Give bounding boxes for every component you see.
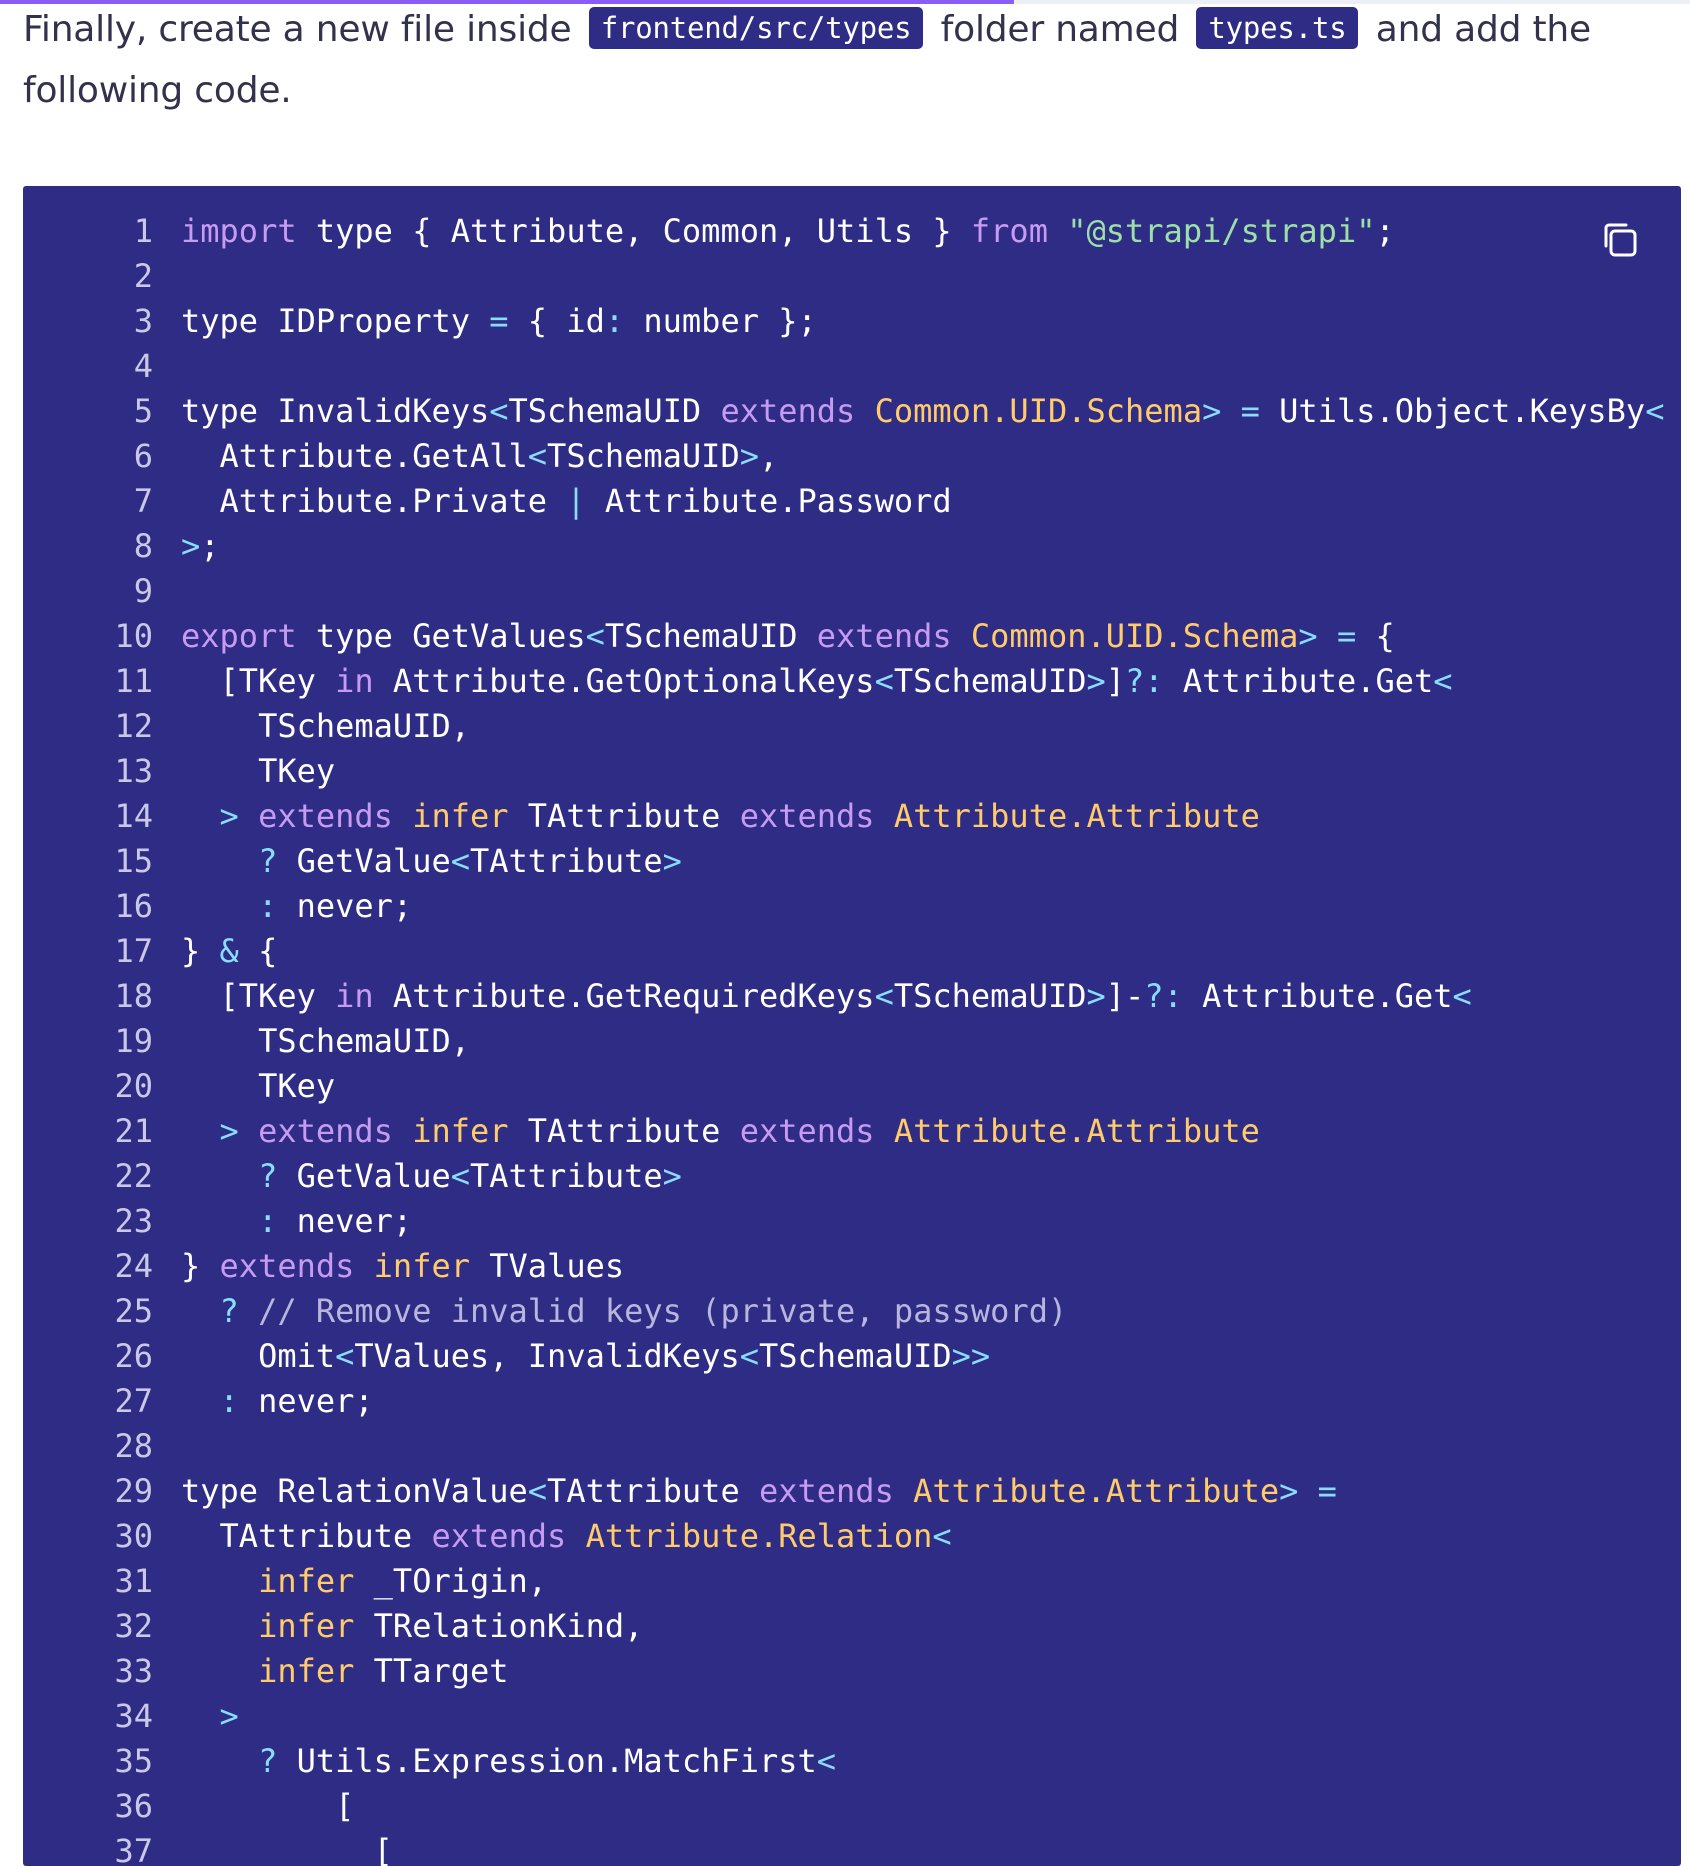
line-number: 15	[114, 842, 153, 880]
code-line	[23, 389, 1664, 434]
code-line	[23, 1784, 1664, 1829]
line-number: 19	[114, 1022, 153, 1060]
code-line	[23, 839, 1664, 884]
line-number: 32	[114, 1607, 153, 1645]
line-source	[153, 569, 181, 614]
folder-path-code: frontend/src/types	[589, 7, 924, 49]
line-number: 10	[114, 617, 153, 655]
code-line	[23, 794, 1664, 839]
line-source: ? GetValue<TAttribute>	[258, 842, 682, 880]
line-number: 25	[114, 1292, 153, 1330]
code-line	[23, 1109, 1664, 1154]
line-number: 34	[114, 1697, 153, 1735]
code-line	[23, 614, 1664, 659]
line-number: 14	[114, 797, 153, 835]
line-source: [TKey in Attribute.GetRequiredKeys<TSchemaUID>]-?: Attribute.Get<	[181, 977, 1472, 1015]
intro-text-after: and add the following code.	[23, 9, 1591, 111]
line-number: 2	[133, 257, 153, 295]
code-block	[23, 186, 1681, 1866]
line-number: 5	[133, 392, 153, 430]
line-number: 1	[133, 212, 153, 250]
line-number: 29	[114, 1472, 153, 1510]
line-number: 7	[133, 482, 153, 520]
line-source: Attribute.GetAll<TSchemaUID>,	[181, 437, 779, 475]
line-source: [	[181, 1787, 355, 1825]
line-source	[153, 1424, 181, 1469]
code-line	[23, 344, 1664, 389]
line-source	[153, 344, 181, 389]
line-source: type InvalidKeys<TSchemaUID extends Common.UID.Schema> = Utils.Object.KeysBy<	[181, 392, 1665, 430]
code-line	[23, 1649, 1664, 1694]
code-line	[23, 569, 1664, 614]
intro-paragraph	[23, 0, 1673, 121]
line-source: Attribute.Private | Attribute.Password	[181, 482, 952, 520]
intro-text-before: Finally, create a new file inside	[23, 9, 583, 50]
line-number: 4	[133, 347, 153, 385]
code-line	[23, 299, 1664, 344]
line-source	[153, 254, 181, 299]
code-line	[23, 524, 1664, 569]
code-line	[23, 434, 1664, 479]
intro-text-middle: folder named	[929, 9, 1191, 50]
code-line	[23, 1829, 1664, 1866]
line-number: 3	[133, 302, 153, 340]
line-source: Omit<TValues, InvalidKeys<TSchemaUID>>	[181, 1337, 991, 1375]
line-number: 13	[114, 752, 153, 790]
line-number: 16	[114, 887, 153, 925]
code-line	[23, 1199, 1664, 1244]
line-source: >;	[181, 527, 220, 565]
line-number: 24	[114, 1247, 153, 1285]
code-line	[23, 884, 1664, 929]
line-source: : never;	[219, 1382, 374, 1420]
line-source: TKey	[181, 752, 336, 790]
line-source: > extends infer TAttribute extends Attribute.Attribute	[219, 797, 1260, 835]
line-source: : never;	[258, 887, 413, 925]
line-number: 6	[133, 437, 153, 475]
line-number: 9	[133, 572, 153, 610]
line-number: 12	[114, 707, 153, 745]
code-line	[23, 1739, 1664, 1784]
line-number: 18	[114, 977, 153, 1015]
line-number: 20	[114, 1067, 153, 1105]
line-number: 17	[114, 932, 153, 970]
code-line	[23, 1064, 1664, 1109]
line-source: [TKey in Attribute.GetOptionalKeys<TSchemaUID>]?: Attribute.Get<	[181, 662, 1453, 700]
code-line	[23, 479, 1664, 524]
line-number: 26	[114, 1337, 153, 1375]
code-line	[23, 1334, 1664, 1379]
code-line	[23, 1424, 1664, 1469]
line-source: TKey	[181, 1067, 336, 1105]
file-name-code: types.ts	[1196, 7, 1358, 49]
line-source: infer _TOrigin,	[258, 1562, 548, 1600]
line-number: 33	[114, 1652, 153, 1690]
code-line	[23, 704, 1664, 749]
code-line	[23, 1469, 1664, 1514]
line-number: 36	[114, 1787, 153, 1825]
line-number: 21	[114, 1112, 153, 1150]
line-number: 37	[114, 1832, 153, 1866]
line-number: 27	[114, 1382, 153, 1420]
line-source: } extends infer TValues	[181, 1247, 625, 1285]
code-line	[23, 209, 1664, 254]
line-source: infer TRelationKind,	[258, 1607, 644, 1645]
code-line	[23, 1559, 1664, 1604]
code-line	[23, 659, 1664, 704]
line-source: ? Utils.Expression.MatchFirst<	[258, 1742, 837, 1780]
code-line	[23, 1694, 1664, 1739]
line-source: : never;	[258, 1202, 413, 1240]
line-number: 30	[114, 1517, 153, 1555]
line-source: type RelationValue<TAttribute extends Attribute.Attribute> =	[181, 1472, 1337, 1510]
line-source: [	[181, 1832, 393, 1866]
line-source: export type GetValues<TSchemaUID extends Common.UID.Schema> = {	[181, 617, 1395, 655]
code-line	[23, 1154, 1664, 1199]
line-number: 31	[114, 1562, 153, 1600]
line-source: TSchemaUID,	[181, 707, 470, 745]
line-source: TAttribute extends Attribute.Relation<	[181, 1517, 952, 1555]
line-source: type IDProperty = { id: number };	[181, 302, 817, 340]
code-line	[23, 929, 1664, 974]
line-source: > extends infer TAttribute extends Attribute.Attribute	[219, 1112, 1260, 1150]
line-source: infer TTarget	[258, 1652, 509, 1690]
code-line	[23, 254, 1664, 299]
line-number: 22	[114, 1157, 153, 1195]
line-number: 35	[114, 1742, 153, 1780]
line-source: import type { Attribute, Common, Utils } from "@strapi/strapi";	[181, 212, 1395, 250]
line-number: 28	[114, 1427, 153, 1465]
line-source: ? // Remove invalid keys (private, password)	[219, 1292, 1068, 1330]
code-line	[23, 1514, 1664, 1559]
line-source: } & {	[181, 932, 278, 970]
code-line	[23, 749, 1664, 794]
line-source: ? GetValue<TAttribute>	[258, 1157, 682, 1195]
code-line	[23, 1019, 1664, 1064]
code-line	[23, 1289, 1664, 1334]
line-source: >	[219, 1697, 239, 1735]
code-lines	[23, 209, 1664, 1866]
line-number: 11	[114, 662, 153, 700]
code-line	[23, 974, 1664, 1019]
code-line	[23, 1604, 1664, 1649]
code-line	[23, 1379, 1664, 1424]
line-source: TSchemaUID,	[181, 1022, 470, 1060]
line-number: 8	[133, 527, 153, 565]
line-number: 23	[114, 1202, 153, 1240]
code-line	[23, 1244, 1664, 1289]
